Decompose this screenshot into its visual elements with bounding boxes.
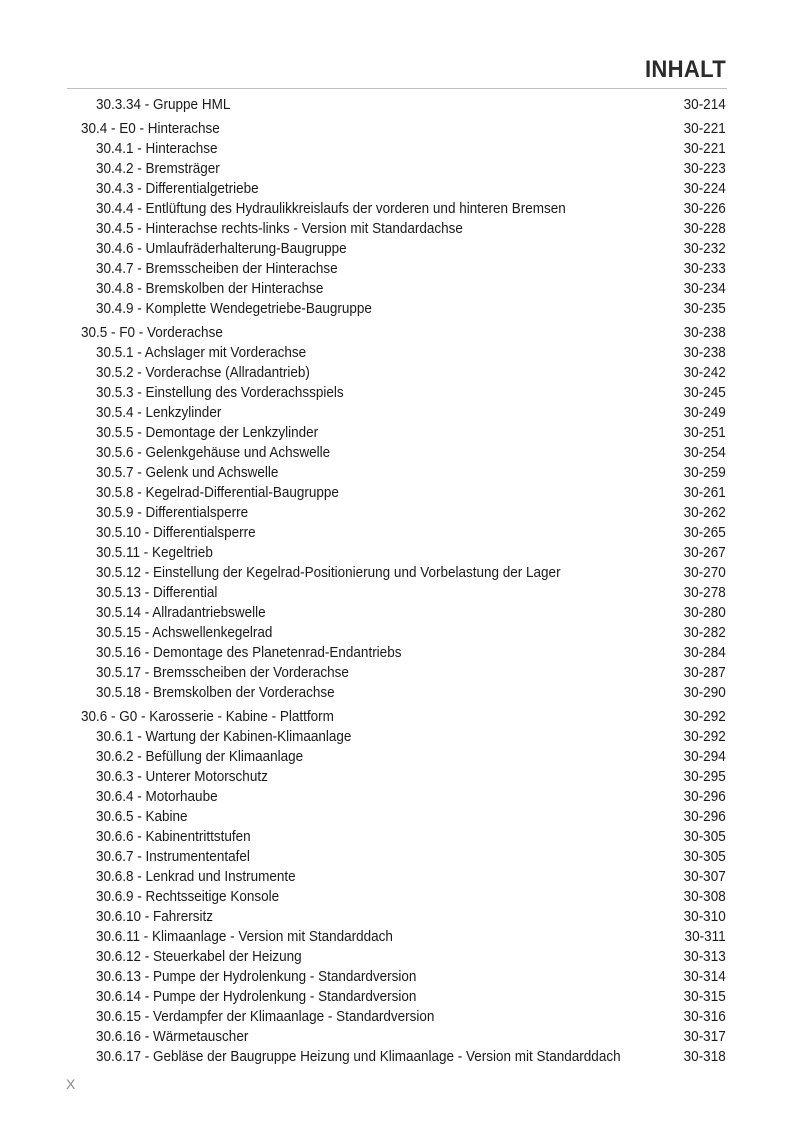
toc-page-number: 30-316: [683, 1008, 726, 1025]
toc-page-number: 30-305: [683, 828, 726, 845]
toc-entry-title: 30.5.8 - Kegelrad-Differential-Baugruppe: [96, 484, 339, 501]
toc-page-number: 30-245: [683, 384, 726, 401]
footer-page-mark: X: [66, 1076, 76, 1092]
toc-page-number: 30-282: [683, 624, 726, 641]
toc-page-number: 30-223: [683, 160, 726, 177]
toc-entry-row[interactable]: [0, 199, 794, 219]
toc-entry-row[interactable]: [0, 663, 794, 683]
toc-entry-title: 30.4 - E0 - Hinterachse: [81, 120, 220, 137]
toc-entry-title: 30.6.7 - Instrumententafel: [96, 848, 250, 865]
toc-page-number: 30-294: [683, 748, 726, 765]
toc-entry-title: 30.4.6 - Umlaufräderhalterung-Baugruppe: [96, 240, 347, 257]
toc-chapter-row[interactable]: [0, 707, 794, 727]
toc-page-number: 30-234: [683, 280, 726, 297]
table-of-contents: [0, 95, 794, 1067]
toc-page-number: 30-292: [683, 728, 726, 745]
toc-entry-title: 30.5.12 - Einstellung der Kegelrad-Positionierung und Vorbelastung der Lager: [96, 564, 561, 581]
toc-page-number: 30-267: [683, 544, 726, 561]
toc-entry-title: 30.5.15 - Achswellenkegelrad: [96, 624, 273, 641]
toc-page-number: 30-307: [683, 868, 726, 885]
toc-entry-row[interactable]: [0, 1047, 794, 1067]
toc-entry-row[interactable]: [0, 259, 794, 279]
toc-entry-row[interactable]: [0, 603, 794, 623]
toc-entry-title: 30.6.10 - Fahrersitz: [96, 908, 214, 925]
toc-entry-row[interactable]: [0, 463, 794, 483]
toc-entry-row[interactable]: [0, 927, 794, 947]
toc-entry-title: 30.3.34 - Gruppe HML: [96, 96, 231, 113]
toc-page-number: 30-265: [683, 524, 726, 541]
toc-entry-row[interactable]: [0, 563, 794, 583]
header-divider: [67, 88, 727, 89]
toc-page-number: 30-296: [683, 808, 726, 825]
toc-page-number: 30-317: [683, 1028, 726, 1045]
toc-entry-title: 30.4.5 - Hinterachse rechts-links - Version mit Standardachse: [96, 220, 463, 237]
toc-entry-row[interactable]: [0, 179, 794, 199]
toc-entry-title: 30.4.9 - Komplette Wendegetriebe-Baugruppe: [96, 300, 372, 317]
toc-entry-row[interactable]: [0, 363, 794, 383]
toc-entry-title: 30.6.5 - Kabine: [96, 808, 188, 825]
toc-entry-row[interactable]: [0, 947, 794, 967]
toc-entry-row[interactable]: [0, 299, 794, 319]
toc-entry-row[interactable]: [0, 767, 794, 787]
toc-entry-row[interactable]: [0, 727, 794, 747]
toc-entry-title: 30.5.10 - Differentialsperre: [96, 524, 256, 541]
toc-page-number: 30-261: [683, 484, 726, 501]
toc-entry-title: 30.5.2 - Vorderachse (Allradantrieb): [96, 364, 310, 381]
toc-page-number: 30-313: [683, 948, 726, 965]
toc-page-number: 30-238: [683, 344, 726, 361]
toc-entry-title: 30.5.11 - Kegeltrieb: [96, 544, 213, 561]
toc-entry-row[interactable]: [0, 543, 794, 563]
toc-entry-row[interactable]: [0, 503, 794, 523]
toc-page-number: 30-232: [683, 240, 726, 257]
toc-entry-row[interactable]: [0, 383, 794, 403]
toc-page-number: 30-296: [683, 788, 726, 805]
toc-entry-title: 30.6.15 - Verdampfer der Klimaanlage - Standardversion: [96, 1008, 435, 1025]
toc-entry-title: 30.5.5 - Demontage der Lenkzylinder: [96, 424, 319, 441]
toc-entry-row[interactable]: [0, 867, 794, 887]
toc-page-number: 30-251: [683, 424, 726, 441]
toc-page-number: 30-310: [683, 908, 726, 925]
toc-page-number: 30-270: [683, 564, 726, 581]
toc-entry-row[interactable]: [0, 219, 794, 239]
toc-entry-row[interactable]: [0, 827, 794, 847]
toc-entry-row[interactable]: [0, 887, 794, 907]
toc-entry-title: 30.5.18 - Bremskolben der Vorderachse: [96, 684, 335, 701]
toc-entry-title: 30.6.13 - Pumpe der Hydrolenkung - Standardversion: [96, 968, 417, 985]
toc-entry-title: 30.4.8 - Bremskolben der Hinterachse: [96, 280, 324, 297]
toc-entry-row[interactable]: [0, 523, 794, 543]
toc-entry-title: 30.5.3 - Einstellung des Vorderachsspiels: [96, 384, 344, 401]
toc-page-number: 30-224: [683, 180, 726, 197]
toc-entry-title: 30.6.11 - Klimaanlage - Version mit Standarddach: [96, 928, 393, 945]
toc-entry-title: 30.6.4 - Motorhaube: [96, 788, 218, 805]
toc-entry-title: 30.6.6 - Kabinentrittstufen: [96, 828, 251, 845]
toc-page-number: 30-233: [683, 260, 726, 277]
toc-entry-title: 30.6.16 - Wärmetauscher: [96, 1028, 249, 1045]
toc-page-number: 30-311: [684, 928, 726, 945]
toc-entry-row[interactable]: [0, 847, 794, 867]
toc-entry-row[interactable]: [0, 239, 794, 259]
toc-entry-title: 30.6.17 - Gebläse der Baugruppe Heizung und Klimaanlage - Version mit Standarddach: [96, 1048, 621, 1065]
page-title: INHALT: [645, 56, 726, 83]
toc-page-number: 30-235: [683, 300, 726, 317]
toc-entry-title: 30.4.2 - Bremsträger: [96, 160, 220, 177]
toc-section: [0, 95, 794, 115]
toc-entry-title: 30.5.16 - Demontage des Planetenrad-Endantriebs: [96, 644, 402, 661]
toc-entry-title: 30.6.3 - Unterer Motorschutz: [96, 768, 268, 785]
toc-section: [0, 323, 794, 703]
toc-entry-title: 30.5.4 - Lenkzylinder: [96, 404, 222, 421]
toc-page-number: 30-259: [683, 464, 726, 481]
toc-entry-row[interactable]: [0, 403, 794, 423]
toc-page-number: 30-292: [683, 708, 726, 725]
toc-page-number: 30-280: [683, 604, 726, 621]
toc-entry-title: 30.5.6 - Gelenkgehäuse und Achswelle: [96, 444, 331, 461]
toc-entry-row[interactable]: [0, 159, 794, 179]
toc-entry-row[interactable]: [0, 967, 794, 987]
toc-entry-title: 30.4.4 - Entlüftung des Hydraulikkreislaufs der vorderen und hinteren Bremsen: [96, 200, 566, 217]
toc-entry-title: 30.5.17 - Bremsscheiben der Vorderachse: [96, 664, 349, 681]
toc-page-number: 30-290: [683, 684, 726, 701]
toc-page-number: 30-226: [683, 200, 726, 217]
toc-entry-title: 30.6.14 - Pumpe der Hydrolenkung - Standardversion: [96, 988, 417, 1005]
toc-page-number: 30-228: [683, 220, 726, 237]
toc-entry-row[interactable]: [0, 443, 794, 463]
toc-entry-title: 30.5.9 - Differentialsperre: [96, 504, 249, 521]
toc-page-number: 30-314: [683, 968, 726, 985]
toc-chapter-row[interactable]: [0, 323, 794, 343]
toc-entry-title: 30.5 - F0 - Vorderachse: [81, 324, 223, 341]
toc-page-number: 30-287: [683, 664, 726, 681]
toc-entry-title: 30.6 - G0 - Karosserie - Kabine - Plattform: [81, 708, 334, 725]
toc-page-number: 30-238: [683, 324, 726, 341]
toc-entry-row[interactable]: [0, 423, 794, 443]
toc-entry-row[interactable]: [0, 987, 794, 1007]
toc-section: [0, 707, 794, 1067]
toc-page-number: 30-284: [683, 644, 726, 661]
toc-page-number: 30-262: [683, 504, 726, 521]
toc-page-number: 30-249: [683, 404, 726, 421]
toc-entry-row[interactable]: [0, 623, 794, 643]
toc-entry-row[interactable]: [0, 483, 794, 503]
toc-entry-row[interactable]: [0, 139, 794, 159]
toc-page-number: 30-315: [683, 988, 726, 1005]
toc-entry-row[interactable]: [0, 683, 794, 703]
toc-entry-row[interactable]: [0, 807, 794, 827]
toc-entry-title: 30.5.7 - Gelenk und Achswelle: [96, 464, 279, 481]
toc-entry-title: 30.6.2 - Befüllung der Klimaanlage: [96, 748, 304, 765]
toc-page-number: 30-242: [683, 364, 726, 381]
toc-entry-title: 30.5.13 - Differential: [96, 584, 218, 601]
toc-entry-row[interactable]: [0, 279, 794, 299]
toc-page-number: 30-278: [683, 584, 726, 601]
toc-chapter-row[interactable]: [0, 119, 794, 139]
toc-page-number: 30-295: [683, 768, 726, 785]
toc-entry-row[interactable]: [0, 343, 794, 363]
toc-entry-row[interactable]: [0, 643, 794, 663]
toc-page-number: 30-318: [683, 1048, 726, 1065]
toc-entry-title: 30.4.7 - Bremsscheiben der Hinterachse: [96, 260, 338, 277]
toc-page-number: 30-214: [683, 96, 726, 113]
toc-entry-row[interactable]: [0, 1007, 794, 1027]
toc-entry-title: 30.5.14 - Allradantriebswelle: [96, 604, 266, 621]
toc-entry-title: 30.6.12 - Steuerkabel der Heizung: [96, 948, 302, 965]
toc-entry-row[interactable]: [0, 787, 794, 807]
toc-entry-row[interactable]: [0, 583, 794, 603]
toc-section: [0, 119, 794, 319]
toc-entry-title: 30.6.9 - Rechtsseitige Konsole: [96, 888, 280, 905]
toc-entry-row[interactable]: [0, 1027, 794, 1047]
toc-entry-title: 30.6.8 - Lenkrad und Instrumente: [96, 868, 296, 885]
toc-page-number: 30-254: [683, 444, 726, 461]
toc-entry-title: 30.4.3 - Differentialgetriebe: [96, 180, 259, 197]
toc-entry-row[interactable]: [0, 747, 794, 767]
toc-entry-row[interactable]: [0, 907, 794, 927]
toc-page-number: 30-308: [683, 888, 726, 905]
toc-entry-row[interactable]: [0, 95, 794, 115]
toc-entry-title: 30.6.1 - Wartung der Kabinen-Klimaanlage: [96, 728, 352, 745]
toc-page-number: 30-221: [683, 120, 726, 137]
toc-page-number: 30-305: [683, 848, 726, 865]
toc-entry-title: 30.4.1 - Hinterachse: [96, 140, 218, 157]
toc-page-number: 30-221: [683, 140, 726, 157]
toc-entry-title: 30.5.1 - Achslager mit Vorderachse: [96, 344, 307, 361]
